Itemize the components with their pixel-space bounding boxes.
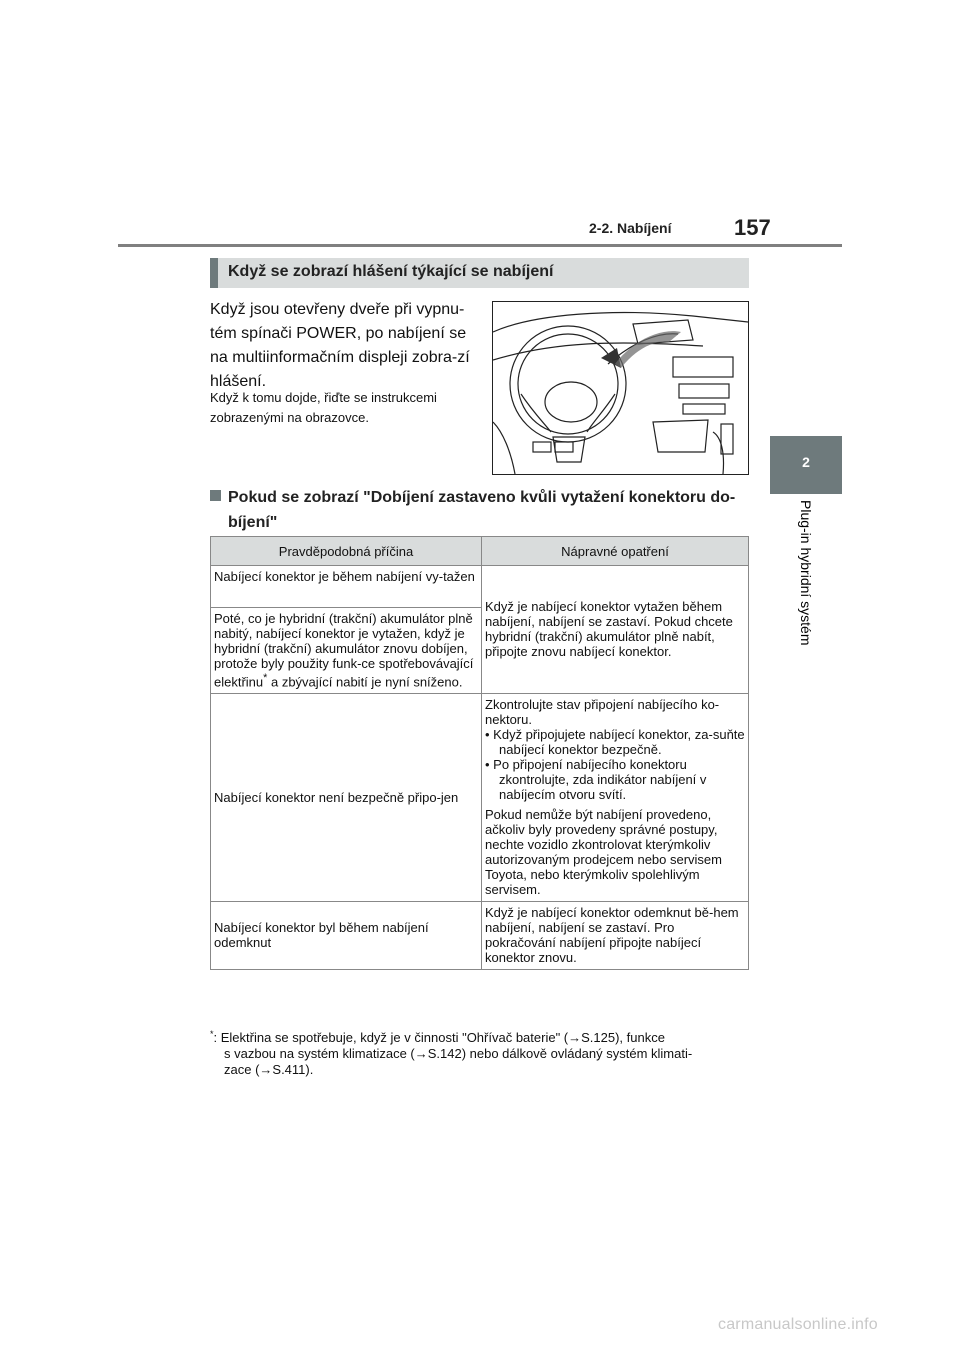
footnote-line: zace (→S.411).: [224, 1062, 314, 1077]
footnote-reference: *: [263, 672, 268, 684]
table-row: [211, 566, 749, 608]
chapter-tab: [770, 436, 842, 494]
footnote-mark: *: [210, 1029, 214, 1039]
sub-heading: [210, 485, 755, 535]
sub-heading-line2: bíjení": [228, 514, 278, 531]
table-row: [211, 694, 749, 902]
table-cell-cause: Nabíjecí konektor je během nabíjení vy-tažen: [211, 566, 482, 608]
table-row: [211, 902, 749, 970]
section-header: 2-2. Nabíjení: [589, 220, 672, 236]
sub-heading-line1: Pokud se zobrazí "Dobíjení zastaveno kvůli vytažení konektoru do-: [228, 489, 736, 506]
dashboard-illustration: [492, 301, 749, 475]
table-cell-remedy: Když je nabíjecí konektor odemknut bě-hem nabíjení, nabíjení se zastaví. Pro pokračování nabíjení připojte nabíjecí konektor znovu.: [482, 902, 749, 970]
table-cell-text: a zbývající nabití je nyní sníženo.: [267, 674, 463, 690]
section-title-marker: [210, 258, 218, 288]
intro-paragraph: Když jsou otevřeny dveře při vypnu-tém spínači POWER, po nabíjení se na multiinformačním displeji zobra-zí hlášení.: [210, 301, 470, 390]
chapter-title-text: Plug-in hybridní systém: [798, 500, 814, 646]
footnote-line: : Elektřina se spotřebuje, když je v činnosti "Ohřívač baterie" (→S.125), funkce: [213, 1030, 665, 1045]
footnote: [210, 1026, 755, 1078]
section-title: Když se zobrazí hlášení týkající se nabíjení: [228, 263, 554, 280]
intro-note: Když k tomu dojde, řiďte se instrukcemi zobrazenými na obrazovce.: [210, 390, 437, 425]
table-cell-text: Poté, co je hybridní (trakční) akumulátor plně nabitý, nabíjecí konektor je vytažen, když je hybridní (trakční) akumulátor znovu dobíjen, protože byly použity funk-ce spotřebovávající elektřinu: [214, 611, 474, 690]
table-cell-cause: Nabíjecí konektor není bezpečně připo-jen: [211, 694, 482, 902]
table-cell-cause: Nabíjecí konektor byl během nabíjení odemknut: [211, 902, 482, 970]
remedy-outro: Pokud nemůže být nabíjení provedeno, ačkoliv byly provedeny správné postupy, nechte vozidlo zkontrolovat kterýmkoliv autorizovaným prodejcem nebo servisem Toyota, nebo kterýmkoliv spolehlivým servisem.: [485, 807, 722, 898]
header-rule: [118, 244, 842, 247]
footnote-line: s vazbou na systém klimatizace (→S.142) nebo dálkově ovládaný systém klimati-: [224, 1046, 693, 1061]
square-bullet-icon: [210, 490, 221, 501]
remedy-bullet: • Když připojujete nabíjecí konektor, za-suňte nabíjecí konektor bezpečně.: [485, 727, 745, 758]
table-cell-remedy: [482, 694, 749, 902]
table-header-remedy: Nápravné opatření: [482, 537, 749, 566]
cause-remedy-table: [210, 536, 749, 970]
table-header-row: [211, 537, 749, 566]
page-number: 157: [734, 215, 771, 240]
table-cell-remedy: Když je nabíjecí konektor vytažen během nabíjení, nabíjení se zastaví. Pokud chcete hybridní (trakční) akumulátor plně nabít, připojte znovu nabíjecí konektor.: [482, 566, 749, 694]
table-header-cause: Pravděpodobná příčina: [211, 537, 482, 566]
table-cell-cause: [211, 608, 482, 694]
remedy-intro: Zkontrolujte stav připojení nabíjecího ko-nektoru.: [485, 697, 720, 728]
steering-wheel-illustration: [493, 302, 748, 474]
remedy-bullet: • Po připojení nabíjecího konektoru zkontrolujte, zda indikátor nabíjení v nabíjecím otvoru svítí.: [485, 757, 707, 803]
watermark: carmanualsonline.info: [718, 1316, 878, 1333]
chapter-number: 2: [802, 454, 810, 470]
section-title-bar: [210, 258, 749, 288]
